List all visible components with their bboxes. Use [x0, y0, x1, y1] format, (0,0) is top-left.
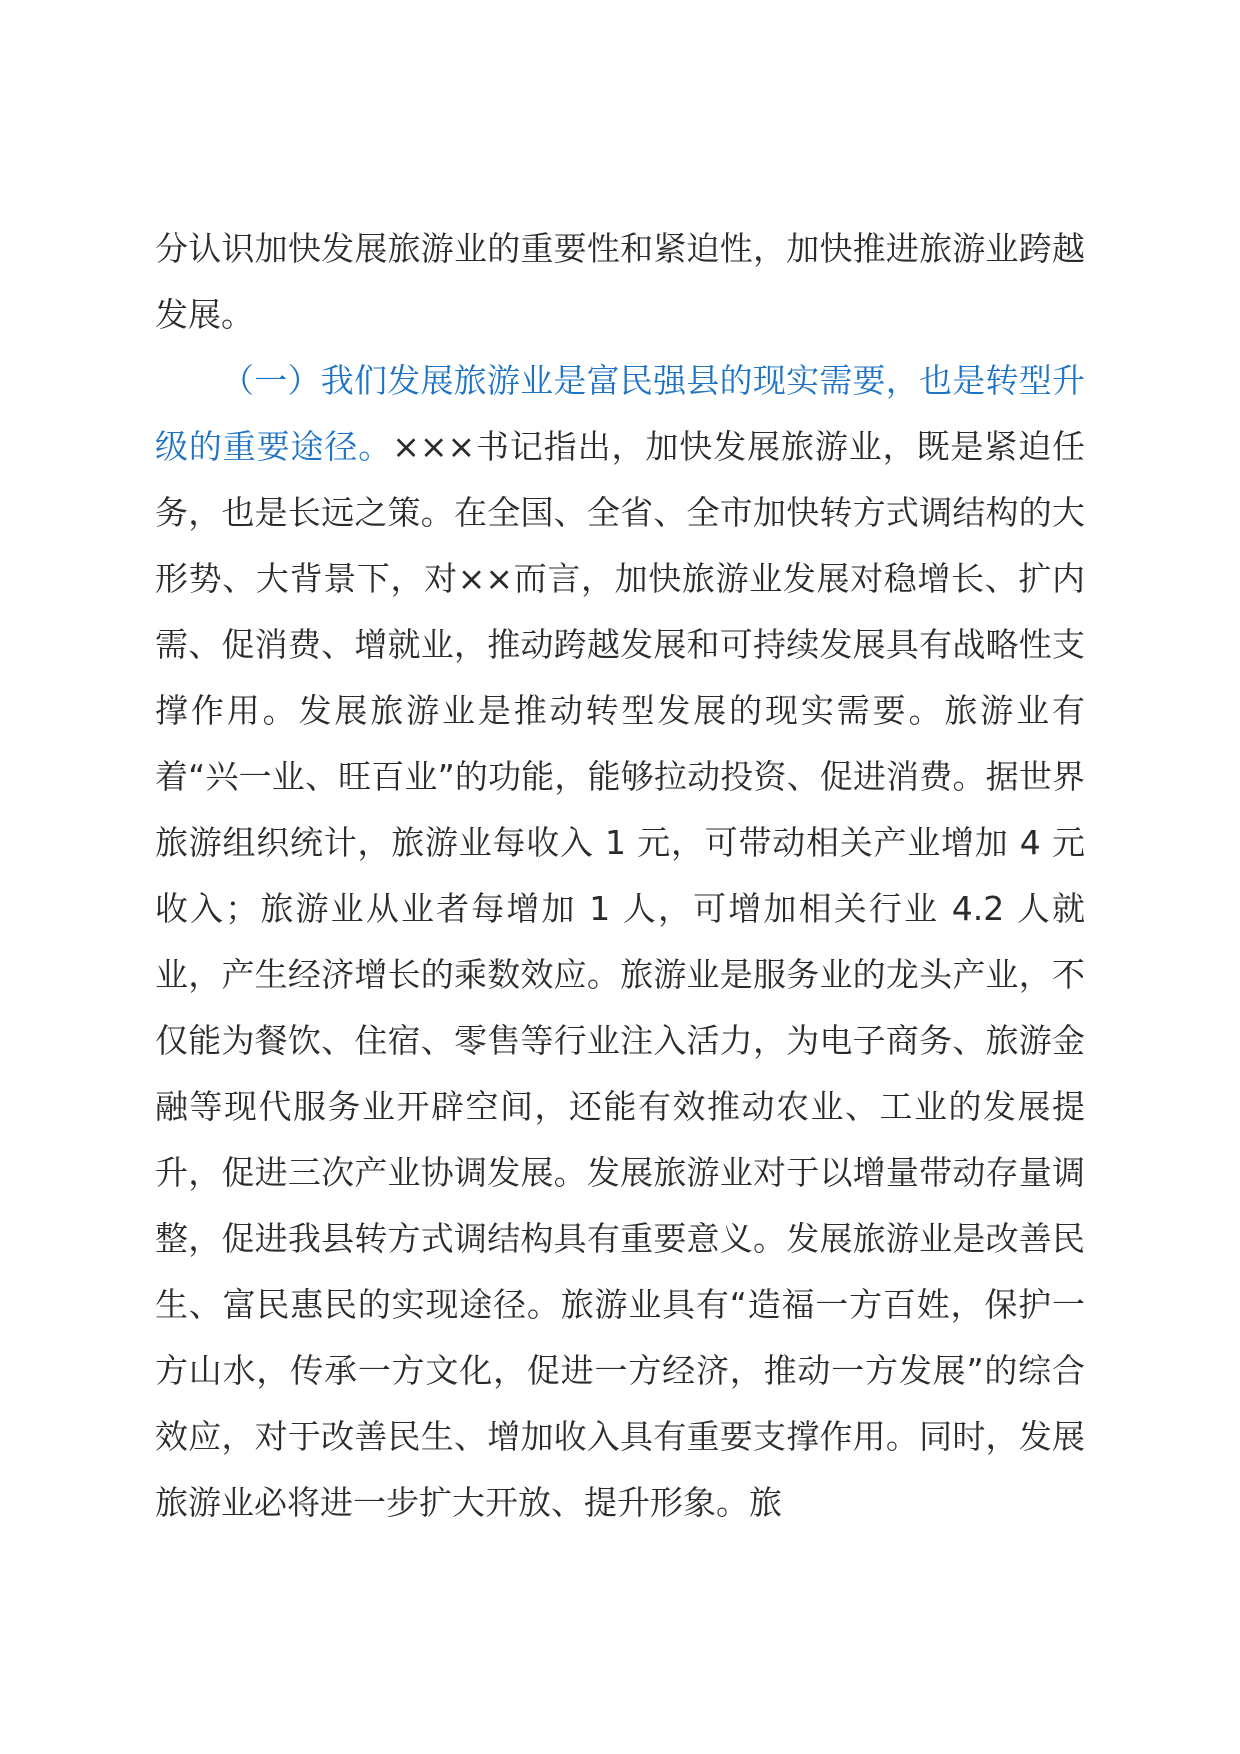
- paragraph-continuation: 分认识加快发展旅游业的重要性和紧迫性，加快推进旅游业跨越发展。: [155, 229, 1085, 334]
- paragraph-section-one: [155, 348, 1085, 1536]
- document-body: [155, 216, 1085, 1536]
- section-heading-one: （一）我们发展旅游业是富民强县的现实需要，也是转型升级的重要途径。: [155, 361, 1085, 466]
- section-one-body: ×××书记指出，加快发展旅游业，既是紧迫任务，也是长远之策。在全国、全省、全市加快转方式调结构的大形势、大背景下，对××而言，加快旅游业发展对稳增长、扩内需、促消费、增就业，推动跨越发展和可持续发展具有战略性支撑作用。发展旅游业是推动转型发展的现实需要。旅游业有着“兴一业、旺百业”的功能，能够拉动投资、促进消费。据世界旅游组织统计，旅游业每收入 1 元，可带动相关产业增加 4 元收入；旅游业从业者每增加 1 人，可增加相关行业 4.2 人就业，产生经济增长的乘数效应。旅游业是服务业的龙头产业，不仅能为餐饮、住宿、零售等行业注入活力，为电子商务、旅游金融等现代服务业开辟空间，还能有效推动农业、工业的发展提升，促进三次产业协调发展。发展旅游业对于以增量带动存量调整，促进我县转方式调结构具有重要意义。发展旅游业是改善民生、富民惠民的实现途径。旅游业具有“造福一方百姓，保护一方山水，传承一方文化，促进一方经济，推动一方发展”的综合效应，对于改善民生、增加收入具有重要支撑作用。同时，发展旅游业必将进一步扩大开放、提升形象。旅: [155, 427, 1086, 1522]
